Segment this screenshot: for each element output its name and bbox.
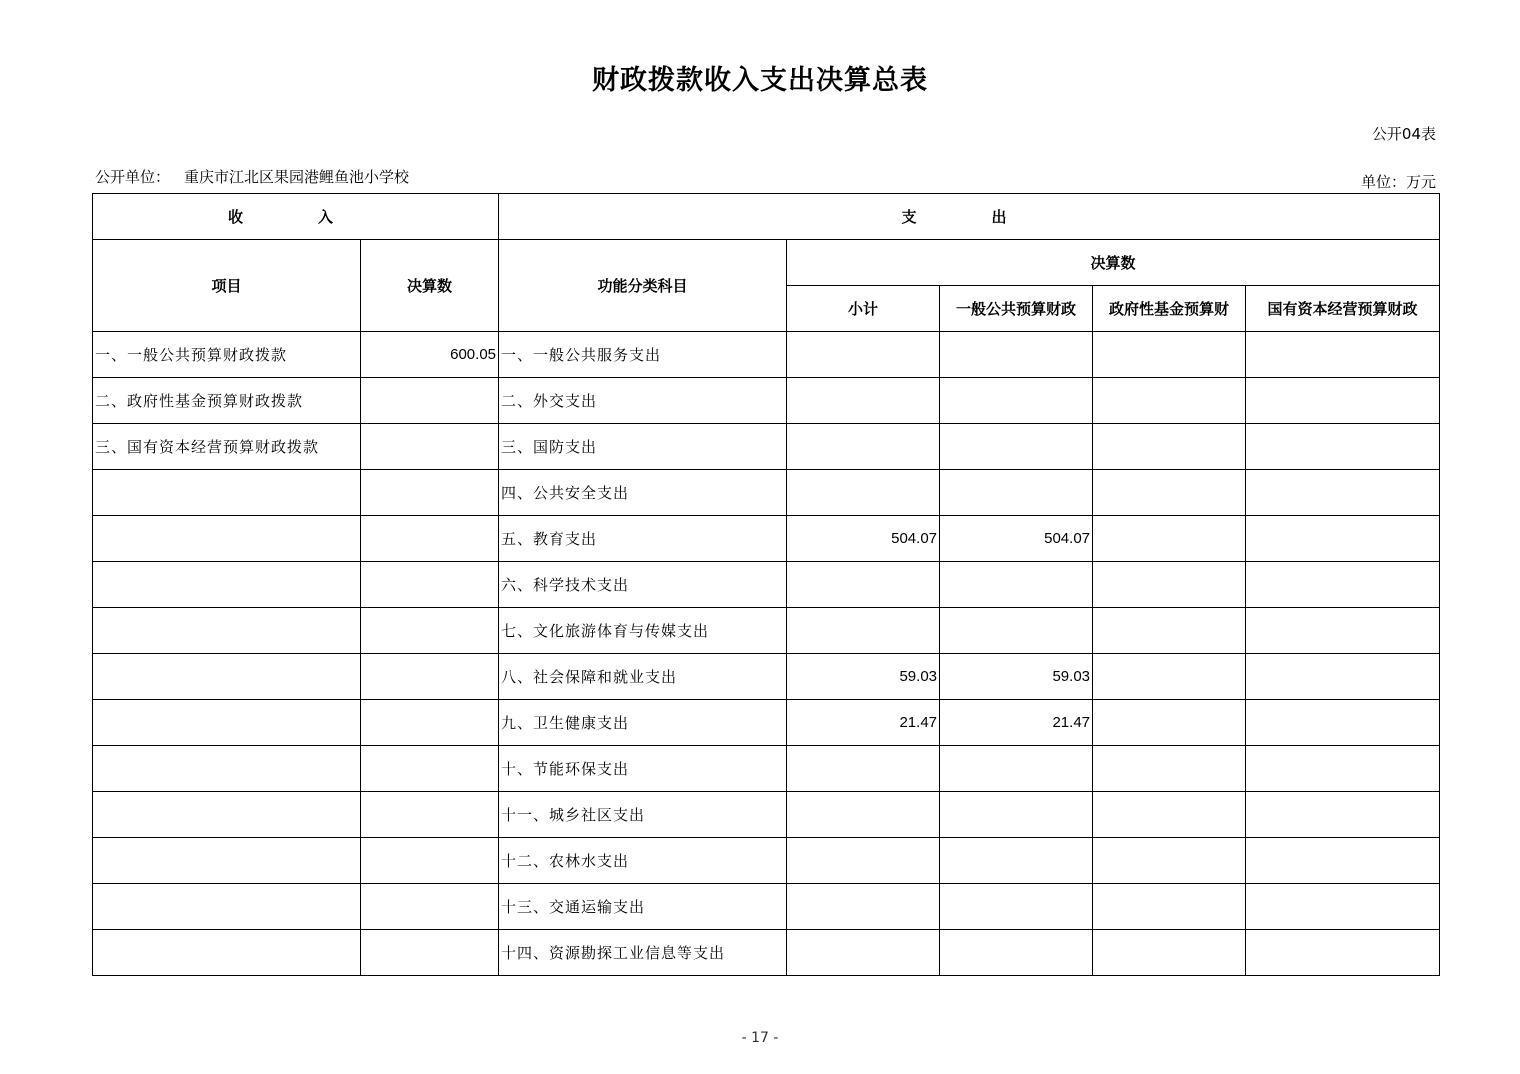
expense-item: 七、文化旅游体育与传媒支出 xyxy=(499,608,787,654)
state-capital-value xyxy=(1246,792,1440,838)
final-amount-header: 决算数 xyxy=(787,240,1440,286)
subtotal-value xyxy=(787,838,940,884)
gov-fund-value xyxy=(1093,930,1246,976)
gov-fund-value xyxy=(1093,516,1246,562)
table-row xyxy=(93,838,1440,884)
expense-item: 十四、资源勘探工业信息等支出 xyxy=(499,930,787,976)
income-item xyxy=(93,792,361,838)
expense-item: 四、公共安全支出 xyxy=(499,470,787,516)
subtotal-value xyxy=(787,608,940,654)
gov-fund-value xyxy=(1093,470,1246,516)
expense-item: 三、国防支出 xyxy=(499,424,787,470)
table-row xyxy=(93,654,1440,700)
gov-fund-value xyxy=(1093,424,1246,470)
table-row xyxy=(93,424,1440,470)
general-budget-value: 21.47 xyxy=(940,700,1093,746)
state-capital-value xyxy=(1246,930,1440,976)
gov-fund-value xyxy=(1093,608,1246,654)
subtotal-value xyxy=(787,562,940,608)
general-budget-value xyxy=(940,608,1093,654)
income-item xyxy=(93,654,361,700)
table-row xyxy=(93,516,1440,562)
subtotal-value xyxy=(787,378,940,424)
subtotal-value xyxy=(787,746,940,792)
gov-fund-value xyxy=(1093,746,1246,792)
table-row xyxy=(93,470,1440,516)
gov-fund-value xyxy=(1093,332,1246,378)
reporting-unit-label: 公开单位： xyxy=(95,168,171,186)
state-capital-value xyxy=(1246,746,1440,792)
income-item xyxy=(93,562,361,608)
subtotal-value xyxy=(787,930,940,976)
income-amount xyxy=(361,792,499,838)
income-item xyxy=(93,516,361,562)
income-amount xyxy=(361,470,499,516)
state-capital-value xyxy=(1246,608,1440,654)
income-amount xyxy=(361,608,499,654)
state-capital-value xyxy=(1246,332,1440,378)
general-budget-value xyxy=(940,562,1093,608)
gov-fund-value xyxy=(1093,700,1246,746)
state-capital-value xyxy=(1246,516,1440,562)
table-row xyxy=(93,700,1440,746)
income-amount xyxy=(361,930,499,976)
state-capital-value xyxy=(1246,884,1440,930)
page-title: 财政拨款收入支出决算总表 xyxy=(592,65,928,96)
header-row-1 xyxy=(93,194,1440,240)
income-amount xyxy=(361,378,499,424)
subtotal-value xyxy=(787,424,940,470)
income-amount xyxy=(361,562,499,608)
income-header: 收 入 xyxy=(93,194,499,240)
income-item xyxy=(93,884,361,930)
subtotal-value xyxy=(787,792,940,838)
general-budget-value xyxy=(940,792,1093,838)
reporting-unit xyxy=(95,166,409,187)
table-row xyxy=(93,930,1440,976)
income-item xyxy=(93,746,361,792)
func-subject-header: 功能分类科目 xyxy=(499,240,787,332)
table-row xyxy=(93,332,1440,378)
subtotal-value: 21.47 xyxy=(787,700,940,746)
item-header: 项目 xyxy=(93,240,361,332)
gov-fund-value xyxy=(1093,378,1246,424)
header-row-2 xyxy=(93,240,1440,286)
state-capital-value xyxy=(1246,378,1440,424)
state-capital-value xyxy=(1246,562,1440,608)
general-budget-value xyxy=(940,838,1093,884)
currency-unit: 单位：万元 xyxy=(1360,173,1436,191)
income-item: 一、一般公共预算财政拨款 xyxy=(93,332,361,378)
gov-fund-value xyxy=(1093,562,1246,608)
table-row xyxy=(93,792,1440,838)
expense-item: 十一、城乡社区支出 xyxy=(499,792,787,838)
page-number: - 17 - xyxy=(741,1030,779,1046)
income-item xyxy=(93,608,361,654)
expense-item: 六、科学技术支出 xyxy=(499,562,787,608)
amount-header: 决算数 xyxy=(361,240,499,332)
general-budget-value xyxy=(940,378,1093,424)
income-item xyxy=(93,700,361,746)
income-amount xyxy=(361,654,499,700)
gov-fund-value xyxy=(1093,654,1246,700)
income-amount xyxy=(361,746,499,792)
subtotal-value xyxy=(787,332,940,378)
expense-item: 五、教育支出 xyxy=(499,516,787,562)
expense-item: 八、社会保障和就业支出 xyxy=(499,654,787,700)
gov-fund-value xyxy=(1093,838,1246,884)
budget-table xyxy=(92,193,1440,976)
general-budget-value xyxy=(940,746,1093,792)
expense-item: 九、卫生健康支出 xyxy=(499,700,787,746)
general-budget-header: 一般公共预算财政 xyxy=(940,286,1093,332)
gov-fund-header: 政府性基金预算财 xyxy=(1093,286,1246,332)
gov-fund-value xyxy=(1093,884,1246,930)
table-row xyxy=(93,746,1440,792)
state-capital-value xyxy=(1246,424,1440,470)
general-budget-value: 504.07 xyxy=(940,516,1093,562)
income-amount xyxy=(361,516,499,562)
general-budget-value: 59.03 xyxy=(940,654,1093,700)
general-budget-value xyxy=(940,424,1093,470)
expense-item: 十、节能环保支出 xyxy=(499,746,787,792)
state-capital-value xyxy=(1246,470,1440,516)
general-budget-value xyxy=(940,332,1093,378)
subtotal-value: 504.07 xyxy=(787,516,940,562)
table-row xyxy=(93,562,1440,608)
income-amount: 600.05 xyxy=(361,332,499,378)
table-row xyxy=(93,378,1440,424)
income-item: 二、政府性基金预算财政拨款 xyxy=(93,378,361,424)
expense-item: 一、一般公共服务支出 xyxy=(499,332,787,378)
state-capital-value xyxy=(1246,700,1440,746)
income-item: 三、国有资本经营预算财政拨款 xyxy=(93,424,361,470)
expense-item: 十二、农林水支出 xyxy=(499,838,787,884)
income-amount xyxy=(361,884,499,930)
state-capital-value xyxy=(1246,838,1440,884)
income-item xyxy=(93,838,361,884)
income-amount xyxy=(361,838,499,884)
reporting-unit-name: 重庆市江北区果园港鲤鱼池小学校 xyxy=(184,168,410,186)
table-row xyxy=(93,884,1440,930)
subtotal-value xyxy=(787,470,940,516)
expense-item: 二、外交支出 xyxy=(499,378,787,424)
subtotal-value xyxy=(787,884,940,930)
state-capital-header: 国有资本经营预算财政 xyxy=(1246,286,1440,332)
table-body xyxy=(93,332,1440,976)
expense-item: 十三、交通运输支出 xyxy=(499,884,787,930)
general-budget-value xyxy=(940,470,1093,516)
state-capital-value xyxy=(1246,654,1440,700)
income-item xyxy=(93,470,361,516)
table-row xyxy=(93,608,1440,654)
income-amount xyxy=(361,700,499,746)
general-budget-value xyxy=(940,930,1093,976)
subtotal-value: 59.03 xyxy=(787,654,940,700)
gov-fund-value xyxy=(1093,792,1246,838)
general-budget-value xyxy=(940,884,1093,930)
expense-header: 支 出 xyxy=(499,194,1440,240)
subtotal-header: 小计 xyxy=(787,286,940,332)
form-number: 公开04表 xyxy=(1371,125,1436,143)
income-item xyxy=(93,930,361,976)
income-amount xyxy=(361,424,499,470)
